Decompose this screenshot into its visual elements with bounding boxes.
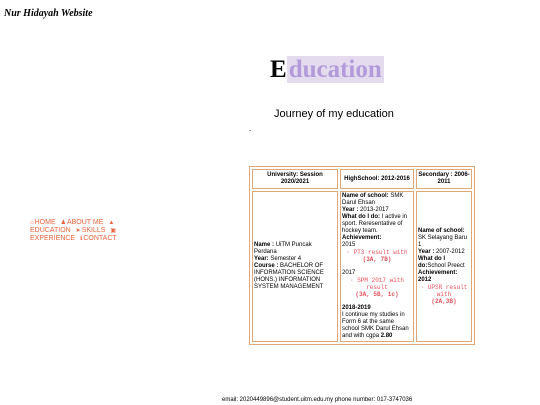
page-heading: Education bbox=[270, 56, 382, 83]
paper-plane-icon: ➤ bbox=[75, 228, 81, 234]
nav-education[interactable]: EDUCATION bbox=[30, 227, 71, 234]
nav-home[interactable]: ⌂HOME bbox=[30, 219, 56, 226]
nav-contact[interactable]: ℹCONTACT bbox=[80, 235, 117, 242]
graduation-cap-icon: ▲ bbox=[108, 220, 115, 226]
home-icon: ⌂ bbox=[30, 220, 34, 226]
header-secondary: Secondary : 2006-2011 bbox=[416, 169, 472, 189]
result-spm: ◦ SPM 2017 with result (3A, 5B, 1c) bbox=[349, 277, 404, 298]
nav-skills[interactable]: ➤SKILLS bbox=[75, 227, 106, 234]
university-cell: Name : UiTM Puncak Perdana Year: Semester 4 Course : BACHELOR OF INFORMATION SCIENCE (HONS.) INFORMATION SYSTEM MANAGEMENT bbox=[252, 191, 338, 342]
nav-about-me[interactable]: ♟ABOUT ME bbox=[60, 219, 104, 226]
result-pt3: ◦ PT3 result with (3A, 7B) bbox=[346, 249, 408, 263]
header-university: University: Session 2020/2021 bbox=[252, 169, 338, 189]
site-title: Nur Hidayah Website bbox=[4, 8, 93, 19]
linkedin-icon: ▣ bbox=[110, 228, 117, 234]
highschool-cell: Name of school: SMK Darul Ehsan Year : 2013-2017 What do I do: I active in sport. Reresentative of hockey team. Achievement: 2015 ◦ PT3 result with (3A, 7B) 2017 ◦ SPM 2017 with result (3A, 5B, 1c) 2018-2019 I continue my studies in Form 6 at the same school SMK Darul Ehsan and with cgpa 2.80 bbox=[340, 191, 414, 342]
stray-dot: . bbox=[249, 124, 252, 133]
page-subtitle: Journey of my education bbox=[274, 108, 394, 120]
nav-experience[interactable]: EXPERIENCE bbox=[30, 235, 76, 242]
table-header-row bbox=[252, 169, 472, 189]
user-icon: ♟ bbox=[60, 220, 66, 226]
info-icon: ℹ bbox=[80, 236, 83, 242]
result-upsr: ◦ UPSR result with (2A,3B) bbox=[420, 284, 468, 305]
secondary-cell: Name of school: SK Selayang Baru 1 Year : 2007-2012 What do I do:School Preect Achievement: 2012 ◦ UPSR result with (2A,3B) bbox=[416, 191, 472, 342]
table-row bbox=[252, 191, 472, 342]
nav-menu bbox=[30, 219, 125, 243]
education-table bbox=[249, 166, 475, 345]
footer-contact: email: 2020449896@student.uitm.edu.my phone number: 017-3747036 bbox=[222, 397, 413, 403]
header-highschool: HighSchool: 2012-2016 bbox=[340, 169, 414, 189]
